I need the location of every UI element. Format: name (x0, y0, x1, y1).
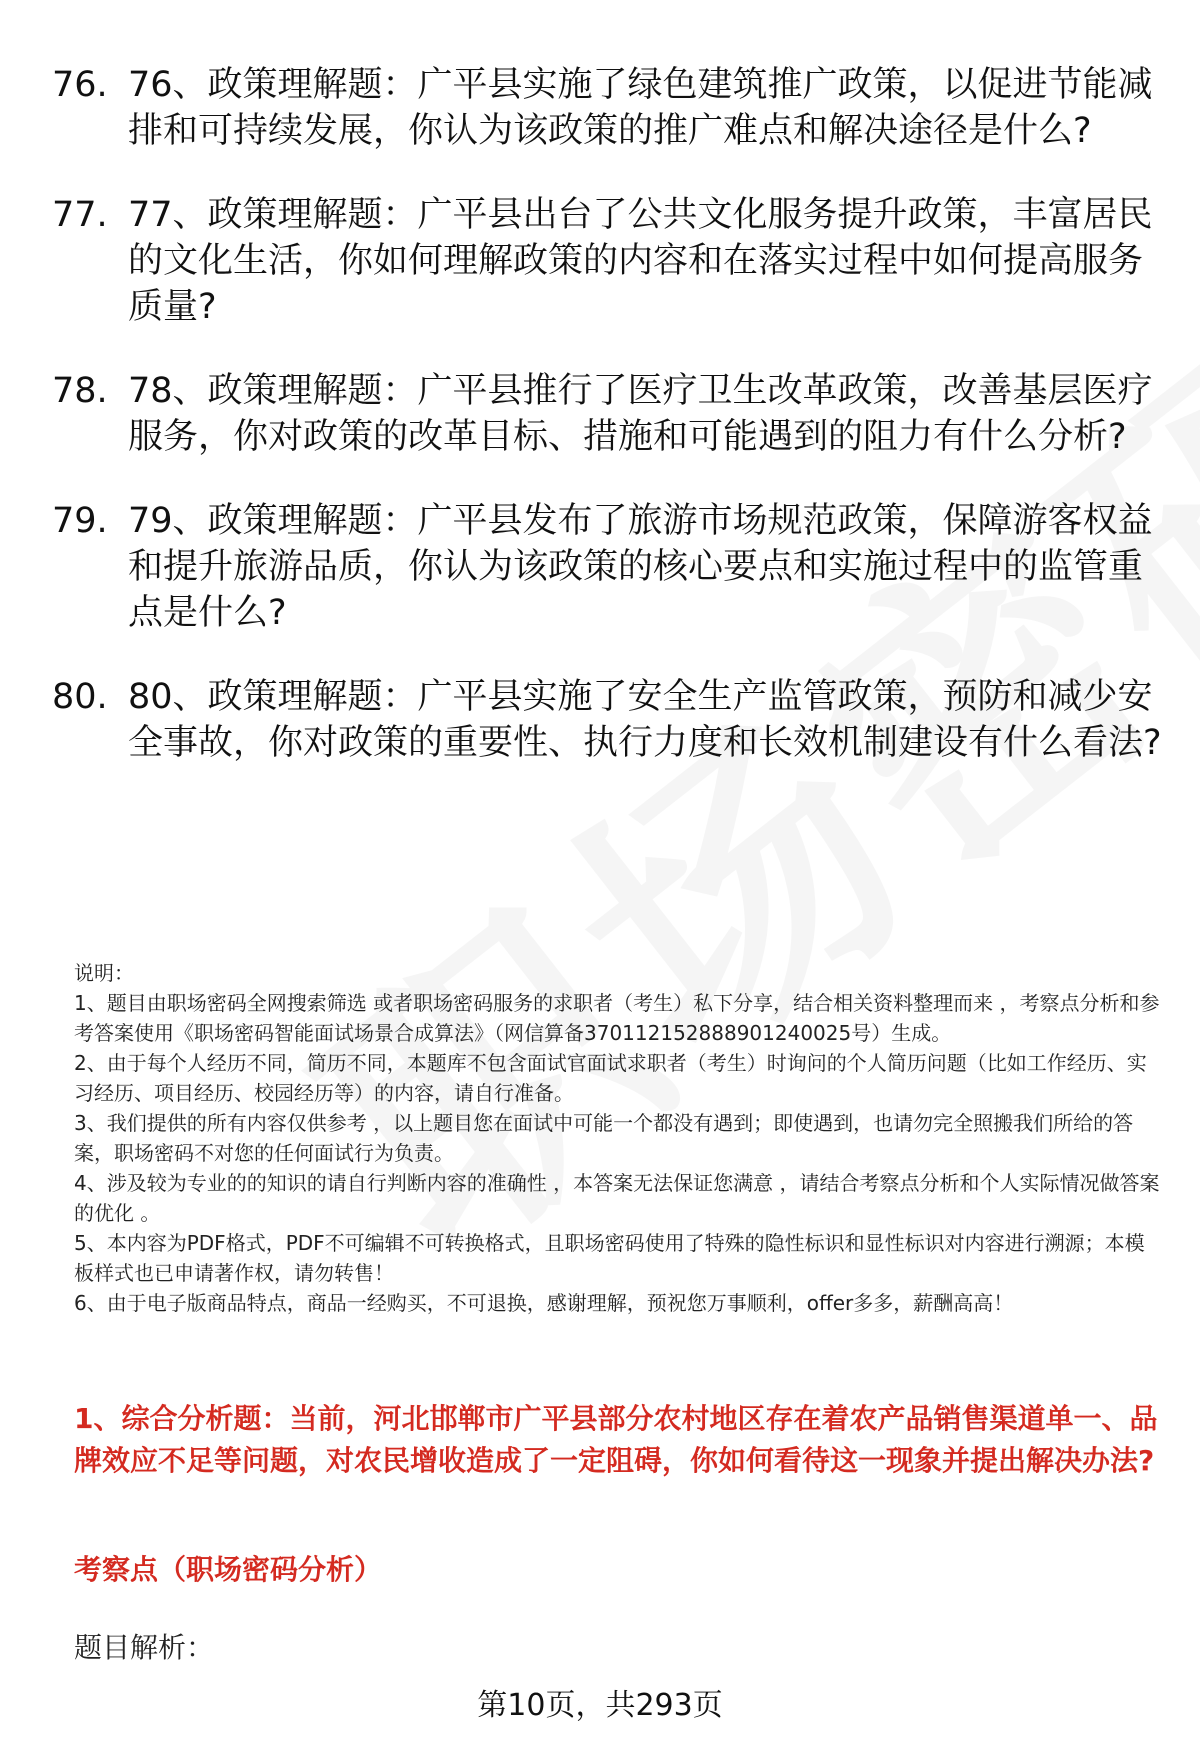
notes-title: 说明： (74, 961, 134, 985)
question-text: 78、政策理解题：广平县推行了医疗卫生改革政策，改善基层医疗服务，你对政策的改革目标、措施和可能遇到的阻力有什么分析? (128, 371, 1153, 457)
question-text: 77、政策理解题：广平县出台了公共文化服务提升政策，丰富居民的文化生活，你如何理解政策的内容和在落实过程中如何提高服务质量? (128, 195, 1153, 327)
analysis-heading: 考察点（职场密码分析） (74, 1553, 383, 1586)
note-item: 2、由于每个人经历不同，简历不同，本题库不包含面试官面试求职者（考生）时询问的个人简历问题（比如工作经历、实习经历、项目经历、校园经历等）的内容，请自行准备。 (74, 1051, 1147, 1105)
question-list (52, 62, 1162, 804)
question-item (52, 62, 1162, 154)
question-number: 79. (52, 501, 108, 541)
question-number: 78. (52, 371, 108, 411)
question-item (52, 674, 1162, 766)
question-text: 79、政策理解题：广平县发布了旅游市场规范政策，保障游客权益和提升旅游品质，你认为该政策的核心要点和实施过程中的监管重点是什么? (128, 501, 1153, 633)
note-item: 5、本内容为PDF格式，PDF不可编辑不可转换格式，且职场密码使用了特殊的隐性标识和显性标识对内容进行溯源；本模板样式也已申请著作权，请勿转售！ (74, 1231, 1145, 1285)
question-text: 80、政策理解题：广平县实施了安全生产监管政策，预防和减少安全事故，你对政策的重要性、执行力度和长效机制建设有什么看法? (128, 677, 1162, 763)
question-text: 76、政策理解题：广平县实施了绿色建筑推广政策，以促进节能减排和可持续发展，你认为该政策的推广难点和解决途径是什么? (128, 65, 1153, 151)
question-item (52, 368, 1162, 460)
parse-heading: 题目解析： (74, 1631, 215, 1664)
question-number: 76. (52, 65, 108, 105)
question-item (52, 192, 1162, 330)
note-item: 3、我们提供的所有内容仅供参考 ，以上题目您在面试中可能一个都没有遇到；即使遇到，也请勿完全照搬我们所给的答案，职场密码不对您的任何面试行为负责。 (74, 1111, 1134, 1165)
notes-section (74, 958, 1164, 1318)
main-question: 1、综合分析题：当前，河北邯郸市广平县部分农村地区存在着农产品销售渠道单一、品牌效应不足等问题，对农民增收造成了一定阻碍，你如何看待这一现象并提出解决办法? (74, 1402, 1158, 1477)
question-number: 77. (52, 195, 108, 235)
note-item: 6、由于电子版商品特点，商品一经购买，不可退换，感谢理解，预祝您万事顺利，offer多多，薪酬高高！ (74, 1291, 1014, 1315)
note-item: 4、涉及较为专业的的知识的请自行判断内容的准确性 ，本答案无法保证您满意 ，请结合考察点分析和个人实际情况做答案的优化 。 (74, 1171, 1160, 1225)
note-item: 1、题目由职场密码全网搜索筛选 或者职场密码服务的求职者（考生）私下分享，结合相关资料整理而来 ，考察点分析和参考答案使用《职场密码智能面试场景合成算法》（网信算备370112152888901240025号）生成。 (74, 991, 1160, 1045)
question-item (52, 498, 1162, 636)
question-number: 80. (52, 677, 108, 717)
page-number: 第10页，共293页 (477, 1688, 723, 1723)
